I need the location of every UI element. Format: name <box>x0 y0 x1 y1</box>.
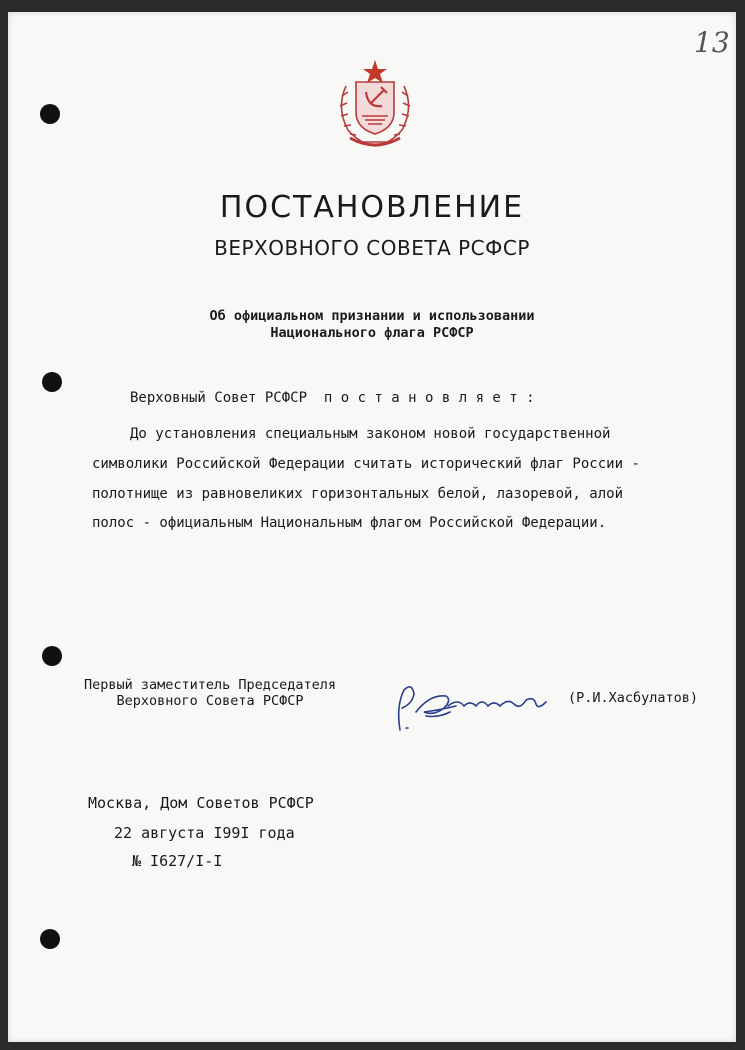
page-number: 13 <box>694 26 730 59</box>
document-subject <box>8 308 736 342</box>
position-line: Верховного Совета РСФСР <box>116 693 304 709</box>
body-line: полотнище из равновеликих горизонтальных белой, лазоревой, алой <box>92 486 624 502</box>
document-title: ПОСТАНОВЛЕНИЕ <box>219 190 525 225</box>
body-line: символики Российской Федерации считать исторический флаг России - <box>92 456 640 472</box>
position-line: Первый заместитель Председателя <box>84 677 336 693</box>
binder-hole <box>42 646 62 666</box>
rsfsr-emblem-icon <box>332 56 418 152</box>
document-date: 22 августа I99I года <box>114 824 295 842</box>
binder-hole <box>42 372 62 392</box>
place-of-signing: Москва, Дом Советов РСФСР <box>88 794 314 812</box>
body-line: До установления специальным законом новой государственной <box>130 426 611 442</box>
binder-hole <box>40 104 60 124</box>
document-page <box>8 12 736 1042</box>
binder-hole <box>40 929 60 949</box>
handwritten-signature <box>386 676 556 738</box>
preamble: Верховный Совет РСФСР п о с т а н о в л я е т : <box>130 390 535 406</box>
body-line: полос - официальным Национальным флагом Российской Федерации. <box>92 515 607 531</box>
subject-line: Об официальном признании и использовании <box>209 308 535 324</box>
document-number: № I627/I-I <box>132 852 223 870</box>
subject-line: Национального флага РСФСР <box>270 325 474 341</box>
signer-name: (Р.И.Хасбулатов) <box>568 690 699 706</box>
document-subtitle: ВЕРХОВНОГО СОВЕТА РСФСР <box>214 236 530 260</box>
signatory-position <box>84 677 336 709</box>
